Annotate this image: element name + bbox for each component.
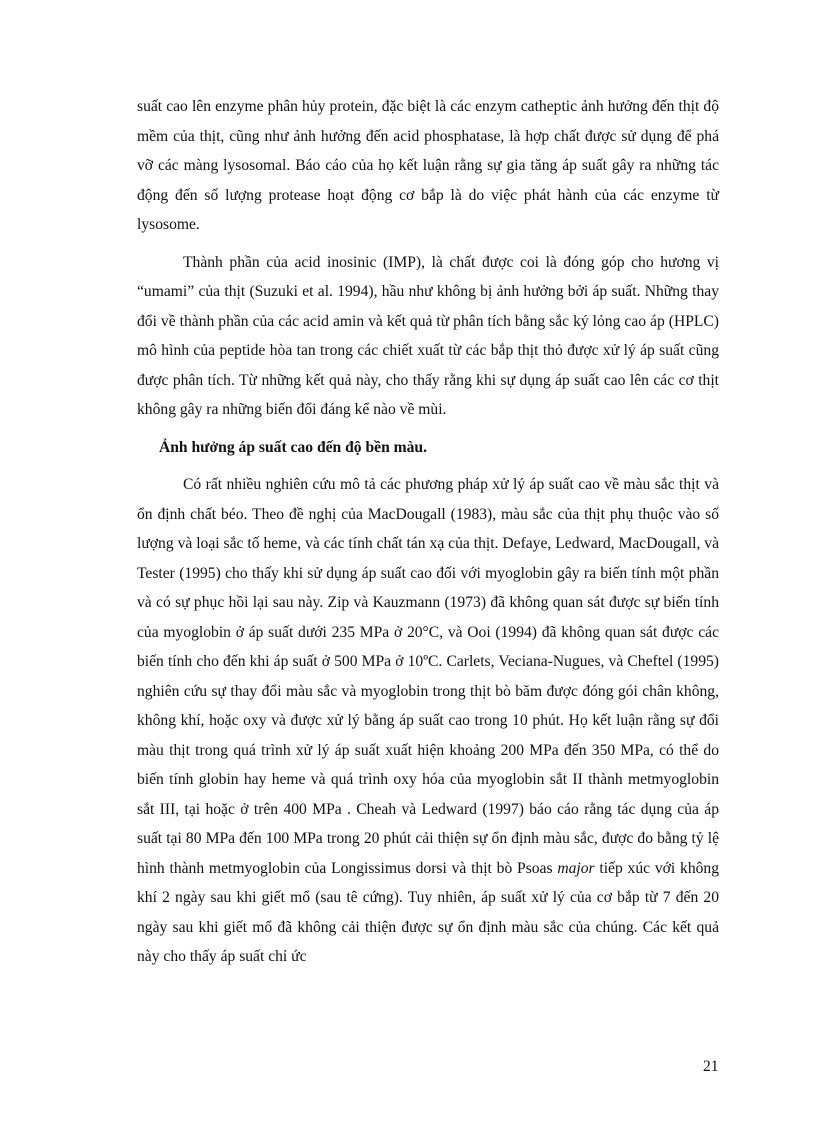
paragraph-2: Thành phần của acid inosinic (IMP), là chất được coi là đóng góp cho hương vị “umami” của thịt (Suzuki et al. 1994), hầu như không bị ảnh hưởng bởi áp suất. Những thay đổi về thành phần của các acid amin và kết quả từ phân tích bằng sắc ký lỏng cao áp (HPLC) mô hình của peptide hòa tan trong các chiết xuất từ các bắp thịt thỏ được xử lý áp suất cũng được phân tích. Từ những kết quả này, cho thấy rằng khi sự dụng áp suất cao lên các cơ thịt không gây ra những biến đổi đáng kể nào về mùi. [137, 253, 719, 418]
paragraph-3-part-2: tiếp xúc với không khí 2 ngày sau khi giết mổ (sau tê cứng). Tuy nhiên, áp suất xử lý của cơ bắp từ 7 đến 20 ngày sau khi giết mổ đã không cải thiện được sự ổn định màu sắc của chúng. Các kết quả này cho thấy áp suất chỉ ức [137, 859, 720, 965]
paragraph-3 [137, 470, 719, 972]
paragraph-3-italic: major [557, 859, 595, 877]
page-content [137, 92, 719, 972]
paragraph-3-part-1: Có rất nhiều nghiên cứu mô tả các phương pháp xử lý áp suất cao về màu sắc thịt và ổn định chất béo. Theo đề nghị của MacDougall (1983), màu sắc của thịt phụ thuộc vào số lượng và loại sắc tố heme, và các tính chất tán xạ của thịt. Defaye, Ledward, MacDougall, và Tester (1995) cho thấy khi sử dụng áp suất cao đối với myoglobin gây ra biến tính một phần và có sự phục hồi lại sau này. Zip và Kauzmann (1973) đã không quan sát được sự biến tính của myoglobin ở áp suất dưới 235 MPa ở 20°C, và Ooi (1994) đã không quan sát được các biến tính cho đến khi áp suất ở 500 MPa ở 10ºC. Carlets, Veciana-Nugues, và Cheftel (1995) nghiên cứu sự thay đổi màu sắc và myoglobin trong thịt bò băm được đóng gói chân không, không khí, hoặc oxy và được xử lý bằng áp suất cao trong 10 phút. Họ kết luận rằng sự đổi màu thịt trong quá trình xử lý áp suất xuất hiện khoảng 200 MPa đến 350 MPa, có thể do biến tính globin hay heme và quá trình oxy hóa của myoglobin sắt II thành metmyoglobin sắt III, tại hoặc ở trên 400 MPa . Cheah và Ledward (1997) báo cáo rằng tác dụng của áp suất tại 80 MPa đến 100 MPa trong 20 phút cải thiện sự ổn định màu sắc, được đo bằng tỷ lệ hình thành metmyoglobin của Longissimus dorsi và thịt bò Psoas [137, 476, 719, 877]
page-number: 21 [703, 1058, 719, 1075]
paragraph-1: suất cao lên enzyme phân hủy protein, đặc biệt là các enzym catheptic ảnh hưởng đến thịt độ mềm của thịt, cũng như ảnh hưởng đến acid phosphatase, là hợp chất được sử dụng để phá vỡ các màng lysosomal. Báo cáo của họ kết luận rằng sự gia tăng áp suất gây ra những tác động đến số lượng protease hoạt động cơ bắp là do việc phát hành của các enzyme từ lysosome. [137, 98, 719, 233]
section-heading: Ảnh hưởng áp suất cao đến độ bền màu. [159, 438, 428, 456]
